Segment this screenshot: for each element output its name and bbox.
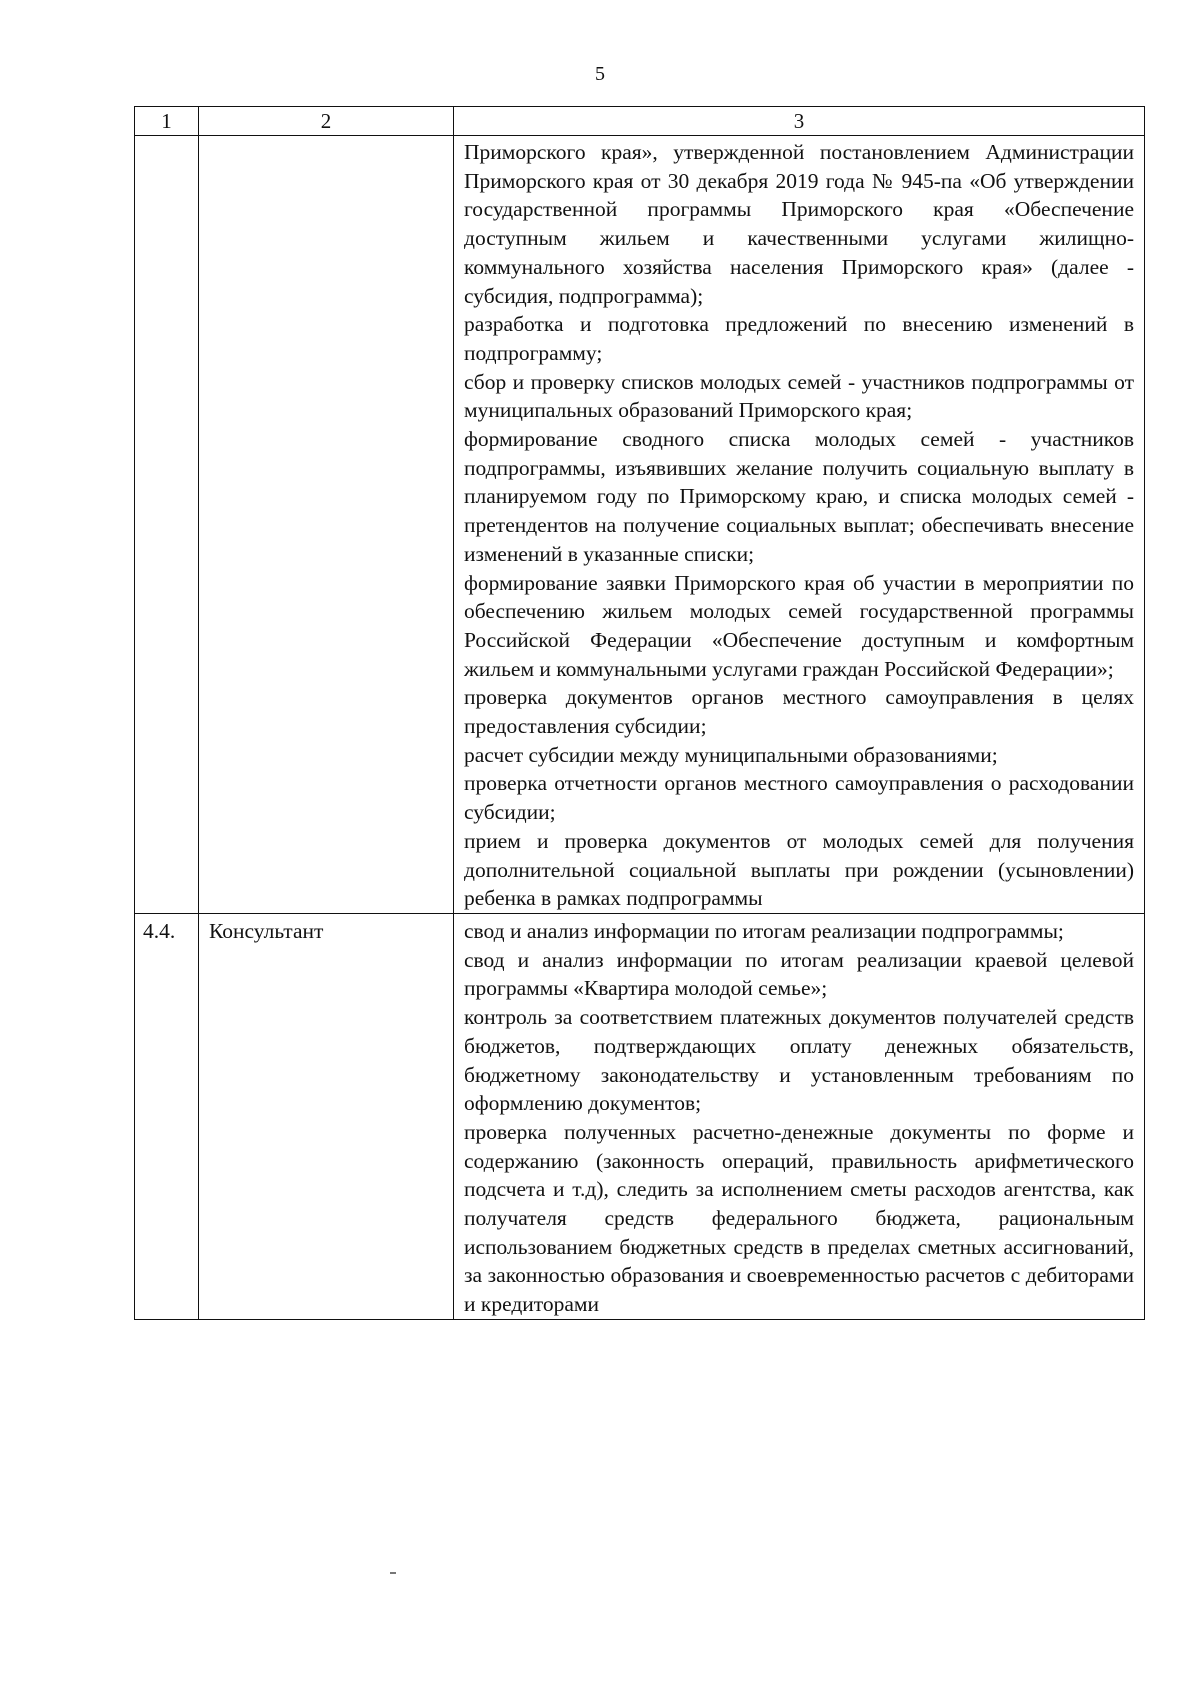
duty-paragraph: формирование сводного списка молодых семей - участников подпрограммы, изъявивших желание получить социальную выплату в планируемом году по Приморскому краю, и списка молодых семей - претендентов на получение социальных выплат; обеспечивать внесение изменений в указанные списки; xyxy=(464,427,1134,566)
table-header-row xyxy=(135,107,1145,136)
duty-paragraph: проверка полученных расчетно-денежные документы по форме и содержанию (законность операций, правильность арифметического подсчета и т.д), следить за исполнением сметы расходов агентства, как получателя средств федерального бюджета, рациональным использованием бюджетных средств в пределах сметных ассигнований, за законностью образования и своевременностью расчетов с дебиторами и кредиторами xyxy=(464,1119,1134,1317)
row-number-cell: 4.4. xyxy=(135,913,199,1319)
duty-paragraph: свод и анализ информации по итогам реализации краевой целевой программы «Квартира молодой семье»; xyxy=(464,947,1134,1001)
duty-paragraph: формирование заявки Приморского края об участии в мероприятии по обеспечению жильем молодых семей государственной программы Российской Федерации «Обеспечение доступным и комфортным жильем и коммунальными услугами граждан Российской Федерации»; xyxy=(464,570,1134,681)
duty-paragraph: свод и анализ информации по итогам реализации подпрограммы; xyxy=(464,918,1064,943)
row-duties-cell xyxy=(454,913,1145,1319)
duty-paragraph: сбор и проверку списков молодых семей - участников подпрограммы от муниципальных образований Приморского края; xyxy=(464,369,1134,423)
header-col-2: 2 xyxy=(199,107,454,136)
header-col-3: 3 xyxy=(454,107,1145,136)
row-duties-cell xyxy=(454,136,1145,914)
duty-paragraph: контроль за соответствием платежных документов получателей средств бюджетов, подтверждающих оплату денежных обязательств, бюджетному законодательству и установленным требованиям по оформлению документов; xyxy=(464,1005,1134,1116)
row-position-cell xyxy=(199,136,454,914)
header-col-1: 1 xyxy=(135,107,199,136)
row-position-cell: Консультант xyxy=(199,913,454,1319)
scan-speck xyxy=(390,1572,396,1574)
duty-paragraph: Приморского края», утвержденной постановлением Администрации Приморского края от 30 декабря 2019 года № 945-па «Об утверждении государственной программы Приморского края «Обеспечение доступным жильем и качественными услугами жилищно-коммунального хозяйства населения Приморского края» (далее - субсидия, подпрограмма); xyxy=(464,140,1134,308)
page-number: 5 xyxy=(595,63,605,85)
duty-paragraph: проверка документов органов местного самоуправления в целях предоставления субсидии; xyxy=(464,685,1134,739)
duty-paragraph: расчет субсидии между муниципальными образованиями; xyxy=(464,742,998,767)
duties-table xyxy=(134,106,1145,1320)
table-row xyxy=(135,136,1145,914)
duty-paragraph: прием и проверка документов от молодых семей для получения дополнительной социальной выплаты при рождении (усыновлении) ребенка в рамках подпрограммы xyxy=(464,828,1134,911)
duty-paragraph: проверка отчетности органов местного самоуправления о расходовании субсидии; xyxy=(464,771,1134,825)
row-number-cell xyxy=(135,136,199,914)
table-row xyxy=(135,913,1145,1319)
duty-paragraph: разработка и подготовка предложений по внесению изменений в подпрограмму; xyxy=(464,312,1134,365)
